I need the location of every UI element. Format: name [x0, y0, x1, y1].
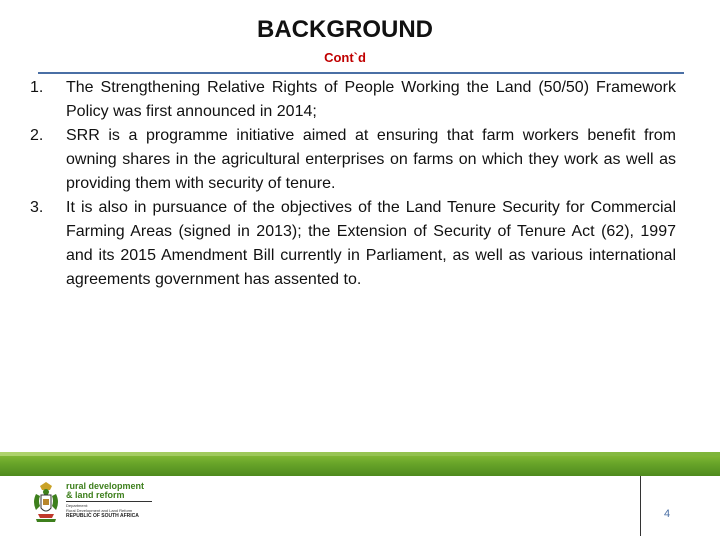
- footer-band-highlight: [0, 452, 720, 456]
- logo-text: [66, 482, 166, 520]
- slide-subtitle: Cont`d: [324, 50, 366, 65]
- logo-department-name: Rural Development and Land Reform: [66, 508, 133, 513]
- department-logo: [30, 478, 160, 528]
- coat-of-arms-icon: [30, 480, 62, 524]
- title-divider: [38, 72, 684, 74]
- logo-divider: [66, 501, 152, 502]
- list-item-number: 2.: [30, 127, 44, 144]
- list-item: [24, 196, 676, 292]
- list-item: [24, 124, 676, 196]
- logo-name-line1: rural development: [66, 481, 145, 491]
- list-item-text: SRR is a programme initiative aimed at ensuring that farm workers benefit from owning shares in the agricultural enterprises on farms on which they work as well as providing them with security of tenure.: [66, 127, 676, 192]
- logo-name-line2: & land reform: [66, 490, 125, 500]
- logo-department-label: Department:: [66, 503, 89, 508]
- footer-divider: [640, 476, 641, 536]
- list-item-number: 1.: [30, 79, 44, 96]
- logo-country: REPUBLIC OF SOUTH AFRICA: [66, 513, 139, 519]
- list-item-text: It is also in pursuance of the objectives of the Land Tenure Security for Commercial Farming Areas (signed in 2013); the Extension of Security of Tenure Act (62), 1997 and its 2015 Amendment Bill currently in Parliament, as well as various international agreements government has assented to.: [66, 199, 676, 288]
- list-item: [24, 76, 676, 124]
- background-points: [24, 76, 676, 292]
- slide-title: BACKGROUND: [257, 16, 433, 43]
- list-item-text: The Strengthening Relative Rights of People Working the Land (50/50) Framework Policy was first announced in 2014;: [66, 79, 676, 120]
- page-number: 4: [664, 508, 671, 520]
- list-item-number: 3.: [30, 199, 44, 216]
